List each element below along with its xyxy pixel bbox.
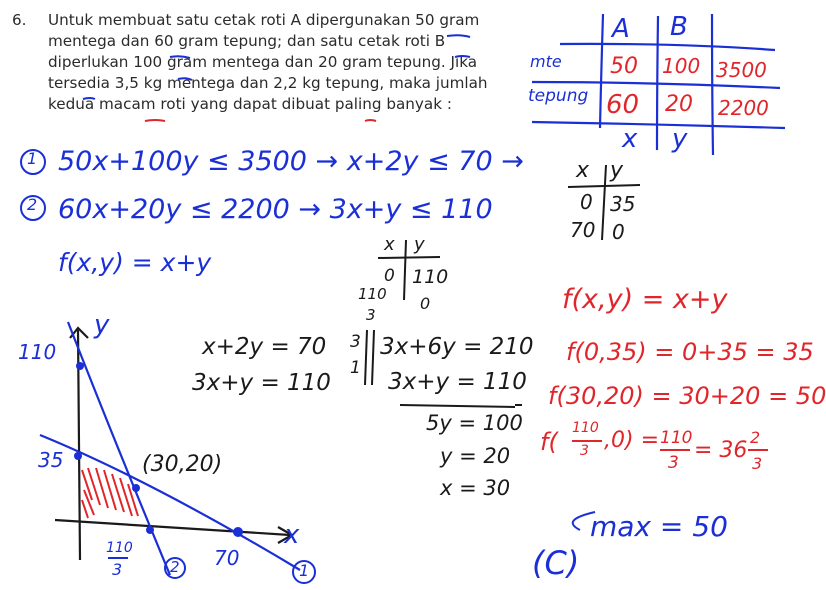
objective-function: f(x,y) = x+y bbox=[58, 248, 212, 277]
table-row2-a: 60 bbox=[606, 90, 640, 120]
graph-x-label-num: 110 bbox=[106, 540, 133, 556]
constraint-line-2 bbox=[68, 322, 170, 575]
xy-table-2-head-x: x bbox=[384, 234, 395, 255]
graph-x-axis-label: x bbox=[284, 520, 300, 550]
xy-table-2-r1-y: 110 bbox=[412, 266, 449, 288]
graph-x-label-den: 3 bbox=[112, 560, 123, 579]
table-var-x: x bbox=[622, 124, 638, 154]
table-row1-total: 3500 bbox=[716, 58, 767, 82]
constraint-1-marker: 1 bbox=[27, 149, 38, 168]
xy-table-2-r2-x-den: 3 bbox=[366, 306, 376, 324]
constraint-2: 60x+20y ≤ 2200 → 3x+y ≤ 110 bbox=[58, 194, 493, 225]
constraint-1: 50x+100y ≤ 3500 → x+2y ≤ 70 → bbox=[58, 146, 524, 177]
graph-y-label-35: 35 bbox=[38, 448, 64, 472]
answer-max: max = 50 bbox=[590, 510, 728, 543]
eval-line-4-mid: ,0) = bbox=[604, 428, 659, 453]
problem-line: mentega dan 60 gram tepung; dan satu cetak roti B bbox=[48, 32, 446, 50]
table-row1-a: 50 bbox=[610, 54, 638, 79]
xy-table-2-head-y: y bbox=[414, 234, 425, 255]
eval-line-4-mid2: = 36 bbox=[694, 438, 748, 463]
elim-row-3: 5y = 100 bbox=[426, 411, 523, 435]
graph-x-label-70: 70 bbox=[214, 546, 240, 570]
table-var-y: y bbox=[672, 124, 688, 154]
answer-choice: (C) bbox=[532, 544, 580, 582]
eval-line-4-c-den: 3 bbox=[752, 454, 763, 473]
xy-table-1-head-y: y bbox=[610, 158, 624, 183]
table-row2-label: tepung bbox=[528, 86, 589, 106]
problem-red-underlines bbox=[145, 120, 376, 121]
eval-line-4-b-num: 110 bbox=[660, 428, 693, 448]
eval-line-4-a-den: 3 bbox=[580, 443, 589, 459]
graph-line-1-marker: 1 bbox=[299, 561, 310, 580]
graph-y-label-110: 110 bbox=[18, 340, 57, 364]
eval-line-4-a-num: 110 bbox=[572, 420, 599, 436]
eval-line-4-pre: f( bbox=[540, 428, 558, 456]
constraint-2-marker: 2 bbox=[27, 195, 38, 214]
xy-table-1-r1-x: 0 bbox=[580, 190, 593, 214]
elim-row-2: 3x+y = 110 bbox=[388, 369, 527, 395]
problem-line: tersedia 3,5 kg mentega dan 2,2 kg tepung, maka jumlah bbox=[48, 74, 488, 92]
xy-table-1-head-x: x bbox=[576, 158, 590, 183]
problem-line: Untuk membuat satu cetak roti A dipergunakan 50 gram bbox=[48, 11, 480, 29]
table-row2-b: 20 bbox=[665, 92, 693, 117]
graph-line-2-marker: 2 bbox=[170, 558, 180, 576]
table-row1-b: 100 bbox=[662, 54, 701, 78]
elim-eq-2: 3x+y = 110 bbox=[192, 370, 331, 396]
data-table-grid bbox=[532, 14, 785, 155]
table-row1-label: mte bbox=[530, 52, 562, 71]
elim-eq-1: x+2y = 70 bbox=[202, 334, 327, 360]
xy-table-2-r1-x: 0 bbox=[384, 266, 395, 286]
elim-mult-2: 1 bbox=[350, 358, 361, 378]
problem-underlines bbox=[83, 35, 470, 99]
eval-line-3: f(30,20) = 30+20 = 50 bbox=[548, 382, 826, 410]
table-row2-total: 2200 bbox=[718, 96, 769, 120]
eval-line-4-c-num: 2 bbox=[750, 428, 761, 447]
problem-number: 6. bbox=[12, 11, 27, 29]
problem-line: kedua macam roti yang dapat dibuat paling banyak : bbox=[48, 95, 452, 113]
table-col-b: B bbox=[670, 12, 688, 42]
xy-table-1-r1-y: 35 bbox=[610, 192, 636, 216]
table-col-a: A bbox=[612, 14, 630, 44]
xy-table-2-r2-y: 0 bbox=[420, 294, 431, 313]
eval-line-2: f(0,35) = 0+35 = 35 bbox=[566, 338, 814, 366]
eval-line-4-b-den: 3 bbox=[668, 453, 679, 473]
elim-row-1: 3x+6y = 210 bbox=[380, 334, 534, 360]
graph-axes bbox=[55, 328, 292, 560]
graph-y-axis-label: y bbox=[94, 310, 110, 340]
graph-point-label: (30,20) bbox=[142, 452, 223, 477]
elim-row-5: x = 30 bbox=[440, 476, 511, 500]
elim-mult-1: 3 bbox=[350, 332, 361, 352]
eval-line-1: f(x,y) = x+y bbox=[562, 284, 728, 315]
xy-table-1-r2-y: 0 bbox=[612, 220, 625, 244]
problem-line: diperlukan 100 gram mentega dan 20 gram tepung. Jika bbox=[48, 53, 478, 71]
xy-table-1-r2-x: 70 bbox=[570, 218, 596, 242]
elim-row-4: y = 20 bbox=[440, 444, 511, 468]
xy-table-2-r2-x-num: 110 bbox=[358, 285, 387, 303]
